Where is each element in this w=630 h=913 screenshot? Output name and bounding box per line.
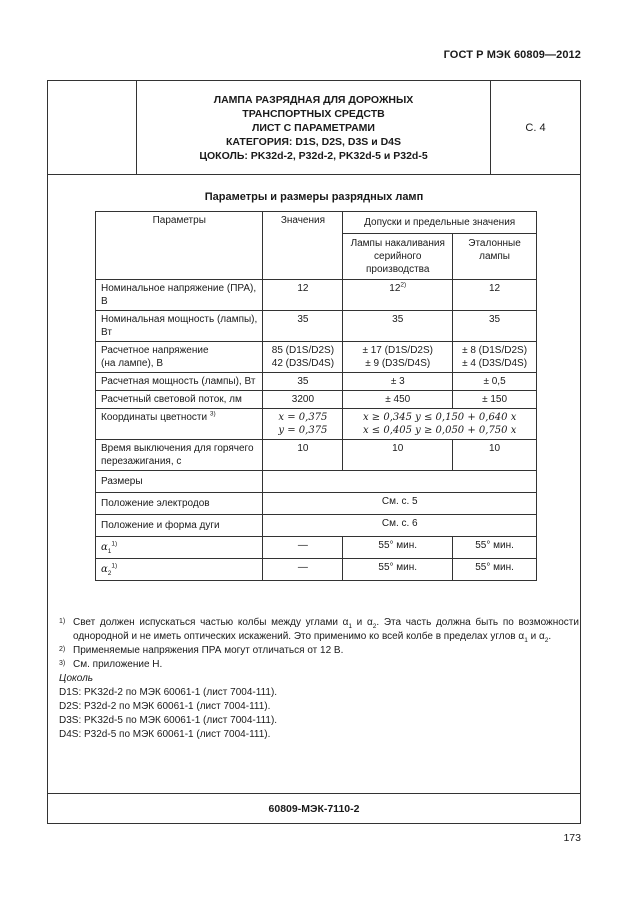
header-values: Значения	[263, 212, 343, 280]
serial-cell: 55° мин.	[343, 537, 453, 559]
value-line: x = 0,375	[278, 412, 328, 423]
alpha-symbol: α	[101, 542, 108, 553]
sheet-header	[48, 81, 580, 175]
table-row	[96, 537, 537, 559]
page-number: 173	[563, 832, 581, 844]
value-line: y = 0,375	[278, 425, 328, 436]
chromaticity-limits	[343, 409, 537, 440]
alpha-index: 2	[107, 570, 112, 577]
serial-cell: 55° мин.	[343, 559, 453, 581]
serial-cell	[343, 280, 453, 311]
table-row	[96, 559, 537, 581]
table-row	[96, 280, 537, 311]
value-cell: 3200	[263, 391, 343, 409]
section-title: Параметры и размеры разрядных ламп	[204, 191, 424, 203]
value-cell: 35	[263, 373, 343, 391]
header-left-cell	[48, 81, 137, 174]
cap-line: D2S: P32d-2 по МЭК 60061-1 (лист 7004-111).	[59, 701, 271, 712]
empty-cell	[263, 471, 537, 493]
note-subscript: 1	[348, 623, 352, 630]
standard-designation: ГОСТ Р МЭК 60809—2012	[443, 49, 581, 61]
cap-heading: Цоколь	[59, 673, 94, 684]
reference-cell: ± 150	[453, 391, 537, 409]
footnote-text: Применяемые напряжения ПРА могут отличаться от 12 В.	[73, 645, 344, 656]
note-text-part: и α	[352, 617, 373, 628]
sheet-frame	[47, 80, 581, 824]
param-cell: Расчетная мощность (лампы), Вт	[96, 373, 263, 391]
footnote-mark: 3)	[59, 660, 66, 667]
table-row	[96, 515, 537, 537]
sheet-page-label: С. 4	[525, 121, 546, 134]
value-cell: —	[263, 537, 343, 559]
param-cell	[96, 537, 263, 559]
serial-cell: 35	[343, 311, 453, 342]
value-cell	[263, 409, 343, 440]
title-line: КАТЕГОРИЯ: D1S, D2S, D3S и D4S	[225, 135, 402, 148]
footnotes	[59, 616, 579, 742]
serial-line: ± 9 (D3S/D4S)	[365, 358, 431, 369]
param-cell: Время выключения для горячего перезажигания, с	[96, 440, 263, 471]
footnote-text: См. приложение Н.	[73, 659, 163, 670]
reference-cell: 55° мин.	[453, 559, 537, 581]
parameters-table	[95, 211, 537, 581]
cap-line: D1S: PK32d-2 по МЭК 60061-1 (лист 7004-111).	[59, 687, 278, 698]
footnote-ref: 1)	[111, 562, 118, 570]
param-cell: Размеры	[96, 471, 263, 493]
title-line: ЛАМПА РАЗРЯДНАЯ ДЛЯ ДОРОЖНЫХ	[213, 93, 414, 106]
param-cell: Положение электродов	[96, 493, 263, 515]
footnote-1	[59, 616, 579, 644]
alpha-index: 1	[107, 548, 112, 555]
table-row	[96, 493, 537, 515]
value-cell	[263, 342, 343, 373]
footnote-ref: 2)	[400, 281, 407, 289]
table-row	[96, 342, 537, 373]
serial-cell	[343, 342, 453, 373]
merged-cell: См. с. 6	[263, 515, 537, 537]
table-row	[96, 471, 537, 493]
title-line: ЦОКОЛЬ: PK32d-2, P32d-2, PK32d-5 и P32d-5	[199, 149, 428, 162]
reference-cell: 12	[453, 280, 537, 311]
chroma-line: x ≥ 0,345 y ≤ 0,150 + 0,640 x	[362, 412, 517, 423]
table-row	[96, 409, 537, 440]
header-params: Параметры	[96, 212, 263, 280]
table-row	[96, 440, 537, 471]
note-subscript: 1	[524, 637, 528, 644]
header-tolerances: Допуски и предельные значения	[343, 212, 537, 234]
reference-cell: ± 0,5	[453, 373, 537, 391]
footnote-mark: 2)	[59, 646, 66, 653]
footnote-ref: 1)	[111, 540, 118, 548]
value-cell: 12	[263, 280, 343, 311]
param-cell: Положение и форма дуги	[96, 515, 263, 537]
chroma-line: x ≤ 0,405 y ≥ 0,050 + 0,750 x	[362, 425, 517, 436]
param-label: Координаты цветности	[101, 412, 208, 423]
header-serial: Лампы накаливания серийного производства	[343, 234, 453, 280]
value-line: 85 (D1S/D2S)	[271, 345, 335, 356]
param-cell	[96, 559, 263, 581]
footnote-mark: 1)	[59, 618, 66, 625]
table-header-row	[96, 212, 537, 234]
param-cell	[96, 342, 263, 373]
table-row	[96, 311, 537, 342]
value-cell: 35	[263, 311, 343, 342]
header-reference: Эталонные лампы	[453, 234, 537, 280]
note-subscript: 2	[372, 623, 377, 630]
reference-cell: 35	[453, 311, 537, 342]
serial-value: 12	[389, 283, 401, 294]
serial-line: ± 17 (D1S/D2S)	[362, 345, 433, 356]
footnote-ref: 3)	[209, 410, 216, 418]
sheet-code: 60809-МЭК-7110-2	[48, 793, 580, 824]
header-title-block	[137, 81, 491, 174]
reference-line: ± 8 (D1S/D2S)	[462, 345, 528, 356]
merged-cell: См. с. 5	[263, 493, 537, 515]
param-cell: Номинальное напряжение (ПРА), В	[96, 280, 263, 311]
alpha-symbol: α	[101, 564, 108, 575]
note-text-part: . Эта часть должна быть по возможности однородной и не иметь оптических искажений. Это применимо ко всей колбе в пределах углов α	[73, 617, 579, 642]
reference-cell: 55° мин.	[453, 537, 537, 559]
title-line: ЛИСТ С ПАРАМЕТРАМИ	[252, 121, 375, 134]
param-cell: Расчетный световой поток, лм	[96, 391, 263, 409]
value-cell: —	[263, 559, 343, 581]
param-cell: Номинальная мощность (лампы), Вт	[96, 311, 263, 342]
serial-cell: ± 450	[343, 391, 453, 409]
cap-line: D3S: PK32d-5 по МЭК 60061-1 (лист 7004-111).	[59, 715, 278, 726]
param-line: (на лампе), В	[101, 358, 163, 369]
reference-line: ± 4 (D3S/D4S)	[462, 358, 528, 369]
table-row	[96, 391, 537, 409]
note-text-part: Свет должен испускаться частью колбы между углами α	[73, 617, 349, 628]
title-line: ТРАНСПОРТНЫХ СРЕДСТВ	[242, 107, 385, 120]
footnote-text	[73, 616, 579, 644]
serial-cell: 10	[343, 440, 453, 471]
serial-cell: ± 3	[343, 373, 453, 391]
footnote-2	[59, 644, 579, 658]
footnote-3	[59, 658, 579, 672]
param-line: Расчетное напряжение	[101, 345, 209, 356]
note-text-part: .	[548, 631, 552, 642]
reference-cell: 10	[453, 440, 537, 471]
param-cell	[96, 409, 263, 440]
note-text-part: и α	[527, 631, 545, 642]
reference-cell	[453, 342, 537, 373]
table-row	[96, 373, 537, 391]
value-line: 42 (D3S/D4S)	[271, 358, 335, 369]
note-subscript: 2	[544, 637, 549, 644]
value-cell: 10	[263, 440, 343, 471]
cap-line: D4S: P32d-5 по МЭК 60061-1 (лист 7004-111).	[59, 729, 271, 740]
